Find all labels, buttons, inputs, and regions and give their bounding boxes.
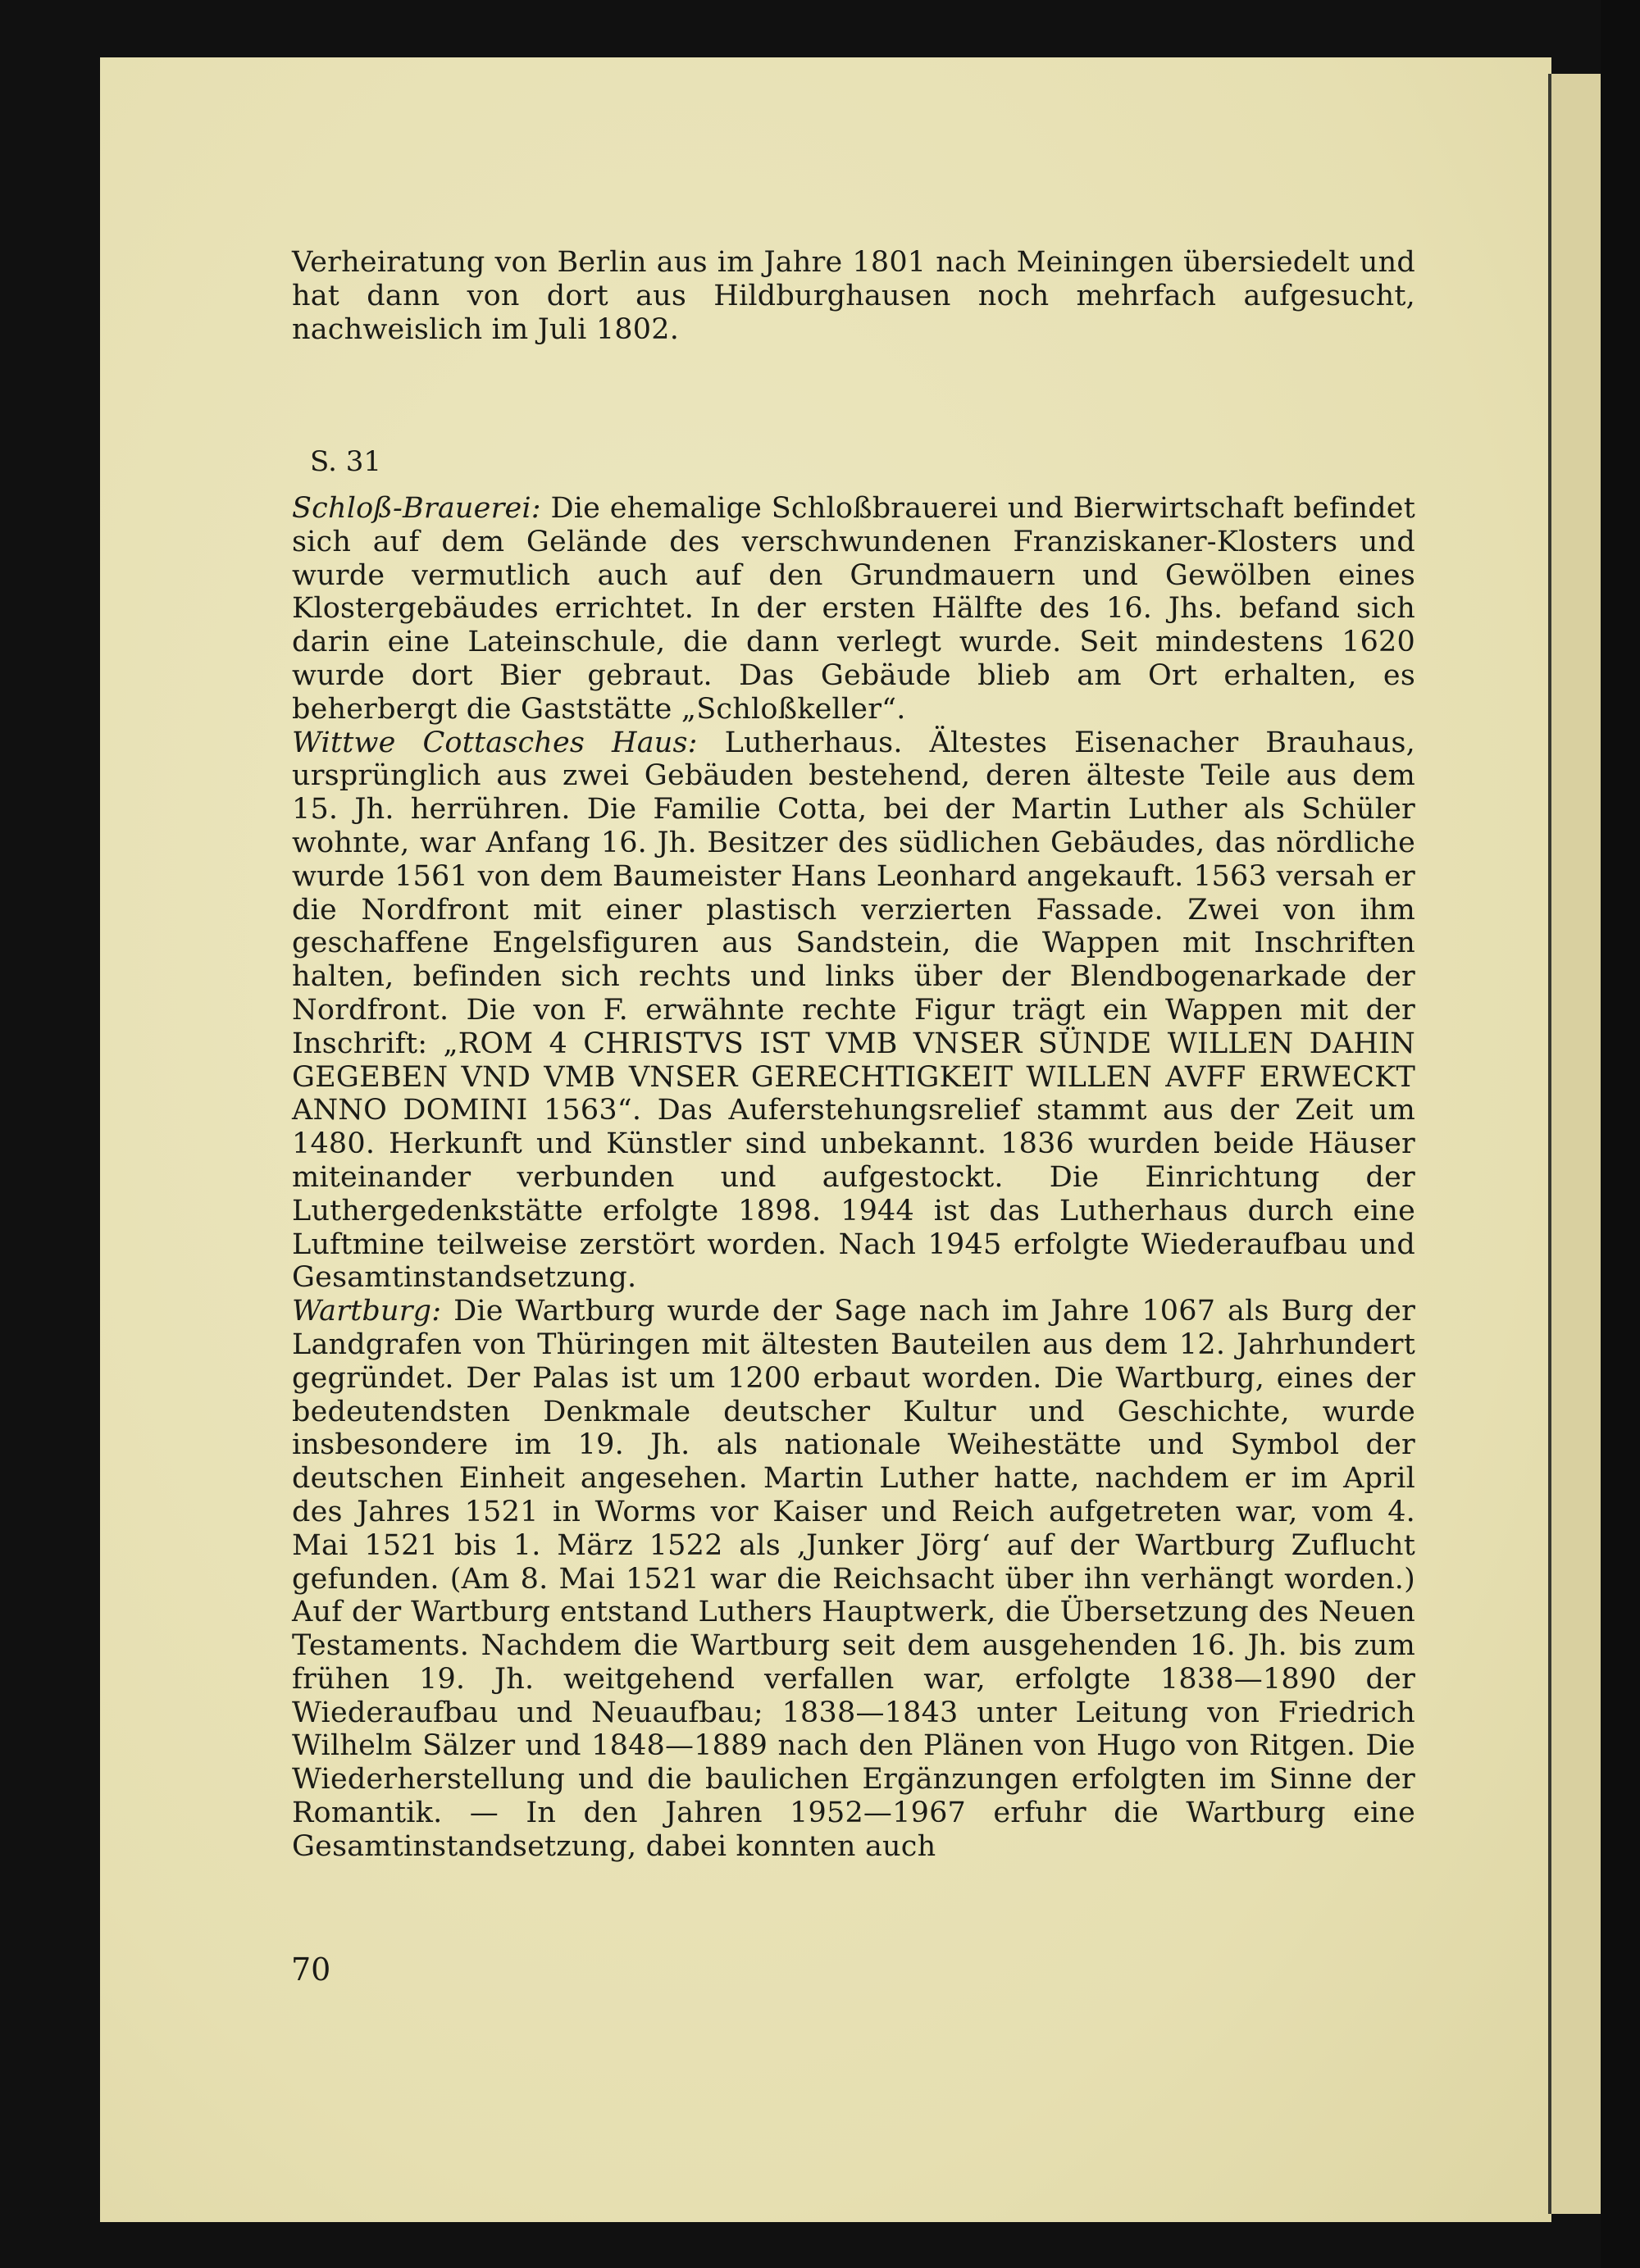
entry-text: Lutherhaus. Ältestes Eisenacher Brauhaus, ursprünglich aus zwei Gebäuden bestehend, deren älteste Teile aus dem 15. Jh. herrühren. Die Familie Cotta, bei der Martin Luther als Schüler wohnte, war Anfang 16. Jh. Besitzer des südlichen Gebäudes, das nördliche wurde 1561 von dem Baumeister Hans Leonhard angekauft. 1563 versah er die Nordfront mit einer plastisch verzierten Fassade. Zwei von ihm geschaffene Engelsfiguren aus Sandstein, die Wappen mit Inschriften halten, befinden sich rechts und links über der Blendbogenarkade der Nordfront. Die von F. erwähnte rechte Figur trägt ein Wappen mit der Inschrift: „ROM 4 CHRISTVS IST VMB VNSER SÜNDE WILLEN DAHIN GEGEBEN VND VMB VNSER GERECHTIGKEIT WILLEN AVFF ERWECKT ANNO DOMINI 1563“. Das Auferstehungsrelief stammt aus der Zeit um 1480. Herkunft und Künstler sind unbekannt. 1836 wurden beide Häuser miteinander verbunden und aufgestockt. Die Einrichtung der Luthergedenkstätte erfolgte 1898. 1944 ist das Lutherhaus durch eine Luftmine teilweise zerstört worden. Nach 1945 erfolgte Wiederaufbau und Gesamtinstandsetzung.: [292, 726, 1415, 1295]
entry-wartburg: [292, 1295, 1415, 1864]
facing-page-edge: [1548, 74, 1601, 2214]
scan-border: [1601, 0, 1640, 2268]
entry-cottasches-haus: [292, 726, 1415, 1296]
entry-text: Die ehemalige Schloßbrauerei und Bierwirtschaft befindet sich auf dem Gelände des verschwundenen Franziskaner-Klosters und wurde vermutlich auch auf den Grundmauern und Gewölben eines Klostergebäudes errichtet. In der ersten Hälfte des 16. Jhs. befand sich darin eine Lateinschule, die dann verlegt wurde. Seit mindestens 1620 wurde dort Bier gebraut. Das Gebäude blieb am Ort erhalten, es beherbergt die Gaststätte „Schloßkeller“.: [292, 492, 1415, 726]
entries-section: [292, 492, 1415, 1864]
intro-paragraph: [292, 246, 1415, 346]
entry-term: Schloß-Brauerei:: [292, 492, 541, 525]
entry-text: Die Wartburg wurde der Sage nach im Jahre 1067 als Burg der Landgrafen von Thüringen mit ältesten Bauteilen aus dem 12. Jahrhundert gegründet. Der Palas ist um 1200 erbaut worden. Die Wartburg, eines der bedeutendsten Denkmale deutscher Kultur und Geschichte, wurde insbesondere im 19. Jh. als nationale Weihestätte und Symbol der deutschen Einheit angesehen. Martin Luther hatte, nachdem er im April des Jahres 1521 in Worms vor Kaiser und Reich aufgetreten war, vom 4. Mai 1521 bis 1. März 1522 als ‚Junker Jörg‘ auf der Wartburg Zuflucht gefunden. (Am 8. Mai 1521 war die Reichsacht über ihn verhängt worden.) Auf der Wartburg entstand Luthers Hauptwerk, die Übersetzung des Neuen Testaments. Nachdem die Wartburg seit dem ausgehenden 16. Jh. bis zum frühen 19. Jh. weitgehend verfallen war, erfolgte 1838—1890 der Wiederaufbau und Neuaufbau; 1838—1843 unter Leitung von Friedrich Wilhelm Sälzer und 1848—1889 nach den Plänen von Hugo von Ritgen. Die Wiederherstellung und die baulichen Ergänzungen erfolgten im Sinne der Romantik. — In den Jahren 1952—1967 erfuhr die Wartburg eine Gesamtinstandsetzung, dabei konnten auch: [292, 1295, 1415, 1863]
intro-text: Verheiratung von Berlin aus im Jahre 1801 nach Meiningen übersiedelt und hat dann von dort aus Hildburghausen noch mehrfach aufgesucht, nachweislich im Juli 1802.: [292, 246, 1415, 346]
entry-term: Wartburg:: [292, 1295, 442, 1328]
entry-schloss-brauerei: [292, 492, 1415, 726]
entry-term: Wittwe Cottasches Haus:: [292, 726, 698, 759]
page-reference: S. 31: [310, 445, 381, 478]
page-number: 70: [291, 1951, 331, 1988]
